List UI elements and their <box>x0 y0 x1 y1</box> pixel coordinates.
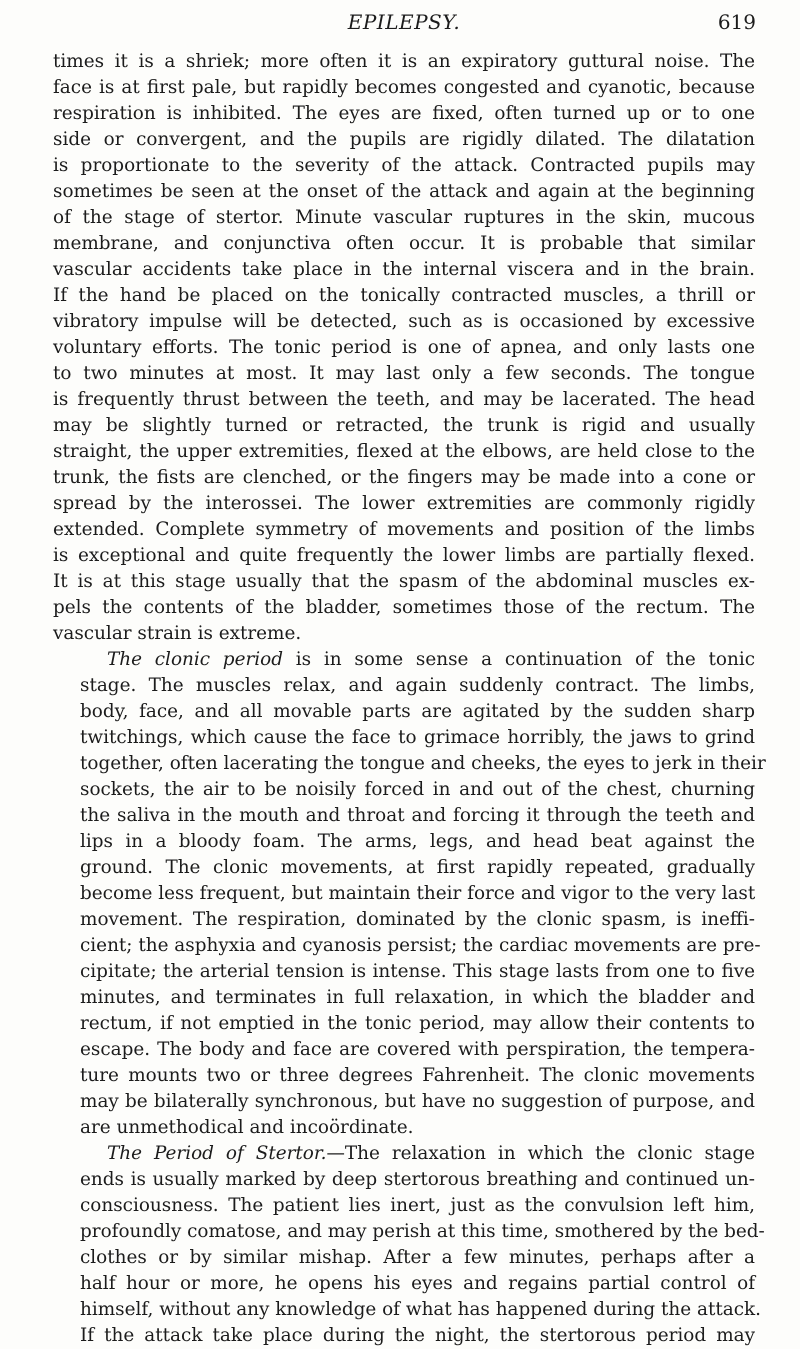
text-line: vascular strain is extreme. <box>53 623 302 644</box>
text-line: ground. The clonic movements, at first rapidly repeated, gradually <box>80 857 755 878</box>
text-line: of the stage of stertor. Minute vascular ruptures in the skin, mucous <box>53 207 755 228</box>
text-line: spread by the interossei. The lower extremities are commonly rigidly <box>53 493 755 514</box>
text-line: become less frequent, but maintain their force and vigor to the very last <box>80 883 756 904</box>
text-line: extended. Complete symmetry of movements and position of the limbs <box>53 519 755 540</box>
text-line: together, often lacerating the tongue and cheeks, the eyes to jerk in their <box>80 753 766 774</box>
text-line: cient; the asphyxia and cyanosis persist; the cardiac movements are pre- <box>80 935 761 956</box>
page-header <box>52 10 756 40</box>
text-line: half hour or more, he opens his eyes and regains partial control of <box>80 1273 755 1294</box>
text-line: body, face, and all movable parts are agitated by the sudden sharp <box>80 701 755 722</box>
text-line: vibratory impulse will be detected, such as is occasioned by excessive <box>53 311 755 332</box>
text-line: is frequently thrust between the teeth, and may be lacerated. The head <box>53 389 755 410</box>
text-line-rest: is in some sense a continuation of the tonic <box>282 649 756 670</box>
text-line: face is at first pale, but rapidly becomes congested and cyanotic, because <box>53 77 755 98</box>
text-line: is exceptional and quite frequently the lower limbs are partially flexed. <box>53 545 755 566</box>
text-line: side or convergent, and the pupils are rigidly dilated. The dilatation <box>53 129 755 150</box>
text-line: profoundly comatose, and may perish at this time, smothered by the bed- <box>80 1221 765 1242</box>
page-number: 619 <box>717 10 756 34</box>
text-line: It is at this stage usually that the spasm of the abdominal muscles ex- <box>53 571 755 592</box>
text-line: If the hand be placed on the tonically contracted muscles, a thrill or <box>53 285 755 306</box>
text-line: consciousness. The patient lies inert, just as the convulsion left him, <box>80 1195 755 1216</box>
running-head: EPILEPSY. <box>347 10 461 34</box>
text-line: stage. The muscles relax, and again suddenly contract. The limbs, <box>80 675 755 696</box>
text-line: straight, the upper extremities, flexed at the elbows, are held close to the <box>53 441 755 462</box>
body-text <box>53 49 766 1349</box>
paragraph-tonic-period-continued <box>53 49 755 647</box>
section-lead-period-of-stertor: The Period of Stertor. <box>107 1143 327 1164</box>
text-line: may be bilaterally synchronous, but have no suggestion of purpose, and <box>80 1091 755 1112</box>
text-line: escape. The body and face are covered with perspiration, the tempera- <box>80 1039 755 1060</box>
text-line: rectum, if not emptied in the tonic period, may allow their contents to <box>80 1013 755 1034</box>
text-line: sometimes be seen at the onset of the attack and again at the beginning <box>53 181 755 202</box>
paragraph-clonic-period <box>53 647 766 1141</box>
paragraph-period-of-stertor <box>53 1141 765 1349</box>
text-line: voluntary efforts. The tonic period is one of apnea, and only lasts one <box>53 337 755 358</box>
text-line: are unmethodical and incoördinate. <box>80 1117 414 1138</box>
text-line <box>53 1141 755 1167</box>
section-lead-clonic-period: The clonic period <box>107 649 283 670</box>
text-line: membrane, and conjunctiva often occur. It is probable that similar <box>53 233 755 254</box>
text-line: is proportionate to the severity of the attack. Contracted pupils may <box>53 155 755 176</box>
text-line: himself, without any knowledge of what has happened during the attack. <box>80 1299 762 1320</box>
text-line: movement. The respiration, dominated by the clonic spasm, is ineffi- <box>80 909 755 930</box>
text-line: respiration is inhibited. The eyes are fixed, often turned up or to one <box>53 103 755 124</box>
text-line: ends is usually marked by deep stertorous breathing and continued un- <box>80 1169 755 1190</box>
text-line: minutes, and terminates in full relaxation, in which the bladder and <box>80 987 755 1008</box>
text-line <box>53 647 755 673</box>
text-line: ture mounts two or three degrees Fahrenheit. The clonic movements <box>80 1065 755 1086</box>
text-line: trunk, the fists are clenched, or the fingers may be made into a cone or <box>53 467 755 488</box>
text-line: pels the contents of the bladder, sometimes those of the rectum. The <box>53 597 755 618</box>
text-line: vascular accidents take place in the internal viscera and in the brain. <box>53 259 755 280</box>
text-line: lips in a bloody foam. The arms, legs, and head beat against the <box>80 831 755 852</box>
text-line: clothes or by similar mishap. After a few minutes, perhaps after a <box>80 1247 755 1268</box>
text-line: sockets, the air to be noisily forced in and out of the chest, churning <box>80 779 755 800</box>
text-line: may be slightly turned or retracted, the trunk is rigid and usually <box>53 415 755 436</box>
text-line: cipitate; the arterial tension is intense. This stage lasts from one to five <box>80 961 755 982</box>
text-line: times it is a shriek; more often it is an expiratory guttural noise. The <box>53 51 755 72</box>
text-line: If the attack take place during the night, the stertorous period may <box>80 1325 755 1346</box>
text-line: the saliva in the mouth and throat and forcing it through the teeth and <box>80 805 755 826</box>
text-line: twitchings, which cause the face to grimace horribly, the jaws to grind <box>80 727 755 748</box>
text-line: to two minutes at most. It may last only a few seconds. The tongue <box>53 363 755 384</box>
text-line-rest: —The relaxation in which the clonic stage <box>326 1143 755 1164</box>
